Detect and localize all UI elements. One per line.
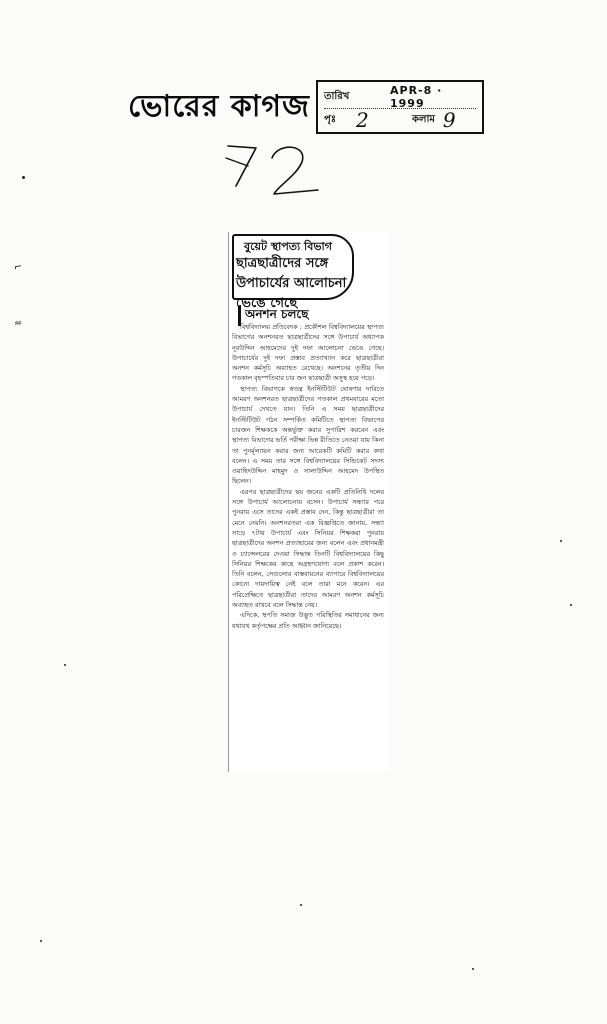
- scan-speck: [560, 540, 562, 542]
- binder-mark: ≈: [13, 317, 24, 330]
- article-body: [232, 322, 384, 768]
- stamp-page-row: [324, 108, 476, 131]
- article-subheadline: অনশন চলছে: [238, 306, 309, 326]
- binder-mark: ⌐: [13, 261, 24, 274]
- article-paragraph: বিশ্ববিদ্যালয় প্রতিবেদক : প্রকৌশল বিশ্ববিদ্যালয়ের স্থাপত্য বিভাগের অনশনরত ছাত্রছাত্রীদের সঙ্গে উপাচার্য অধ্যাপক নূরউদ্দিন আহমেদের দুই দফা আলোচনা ভেঙে গেছে। উপাচার্যের দুই দফা প্রস্তাব প্রত্যাখ্যান করে ছাত্রছাত্রীরা অনশন কর্মসূচি অব্যাহত রেখেছে। অনশনের তৃতীয় দিন গতকাল বৃহস্পতিবার চার জন ছাত্রছাত্রী অসুস্থ হয়ে পড়ে।: [232, 323, 384, 383]
- stamp-page-label: পৃঃ: [324, 113, 337, 125]
- handwritten-number: [222, 136, 332, 206]
- stamp-date-row: [324, 86, 476, 108]
- article-headline: ছাত্রছাত্রীদের সঙ্গে উপাচার্যের আলোচনা ভেঙে গেছে: [236, 256, 347, 311]
- stamp-date-label: তারিখ: [324, 90, 350, 102]
- scan-speck: [300, 904, 302, 906]
- scan-speck: [570, 604, 572, 606]
- article-kicker: বুয়েট স্থাপত্য বিভাগ: [244, 240, 332, 253]
- scan-speck: [472, 968, 474, 970]
- stamp-page-value: 2: [356, 108, 369, 132]
- scan-speck: [22, 176, 25, 179]
- stamp-column-value: 9: [442, 108, 456, 132]
- date-page-stamp: [316, 80, 484, 134]
- newspaper-masthead: ভোরের কাগজ: [128, 89, 310, 124]
- article-paragraph: এরপর ছাত্রছাত্রীদের ছয় জনের একটি প্রতিনিধি দলের সঙ্গে উপাচার্য আলোচনায় বসেন। উপাচার্য সন্ধ্যার পরে পুনরায় এসে তাদের একই প্রস্তাব দেন, কিন্তু ছাত্রছাত্রীরা তা মেনে নেয়নি। অনশনরতরা এক বিজ্ঞপ্তিতে জানায়, সন্ধ্যা সাড়ে ৭টায় উপাচার্য এবং সিনিয়র শিক্ষকরা পুনরায় ছাত্রছাত্রীদের অনশন প্রত্যাহারের জন্য বলেন এবং প্রধানমন্ত্রী ও চ্যান্সেলরের দেওয়া সিদ্ধান্ত তিনটি বিশ্ববিদ্যালয়ের কিছু সিনিয়র শিক্ষকের কাছে অগ্রহণযোগ্য বলে প্রকাশ করেন। তিনি বলেন, সেগুলোর বাস্তবায়নের ব্যাপারে বিশ্ববিদ্যালয়ের কোনো দায়দায়িত্ব নেই বলে তারা মনে করেন। এর পরিপ্রেক্ষিতে ছাত্রছাত্রীরা তাদের আমরণ অনশন কর্মসূচি অব্যাহত রাখবে বলে সিদ্ধান্ত নেয়।: [232, 487, 384, 610]
- scan-speck: [40, 940, 42, 942]
- article-paragraph: এদিকে, স্থপতি সমাজ উদ্ভূত পরিস্থিতির সমাধানের জন্য যথাযথ কর্তৃপক্ষের প্রতি আহ্বান জানিয়েছে।: [232, 611, 384, 630]
- stamp-column-label: কলাম: [412, 113, 435, 125]
- stamp-date-value: APR-8 · 1999: [390, 84, 443, 110]
- scan-speck: [64, 664, 66, 666]
- article-paragraph: স্থাপত্য বিভাগকে স্বতন্ত্র ইনস্টিটিউট ঘোষণার দাবিতে আমরণ অনশনরত ছাত্রছাত্রীদের গতকাল প্রথমবারের মতো উপাচার্য দেখতে যান। তিনি এ সময় ছাত্রছাত্রীদের ইনস্টিটিউট গঠন সম্পর্কিত কমিটিতে স্থাপত্য বিভাগের চারজন শিক্ষককে অন্তর্ভুক্ত করার সুপারিশ করবেন এবং স্থাপত্য বিভাগের ভর্তি পরীক্ষা ভিন্ন রীতিতে নেওয়া যায় কিনা তা পুনর্মূল্যায়ন করার জন্য আরেকটি কমিটি করার কথা বলেন। এ সময় তার সঙ্গে বিশ্ববিদ্যালয়ের সিন্ডিকেট সদস্য ওয়াহিদউদ্দিন মাহমুদ ও সালাউদ্দিন আহমেদ উপস্থিত ছিলেন।: [232, 384, 384, 486]
